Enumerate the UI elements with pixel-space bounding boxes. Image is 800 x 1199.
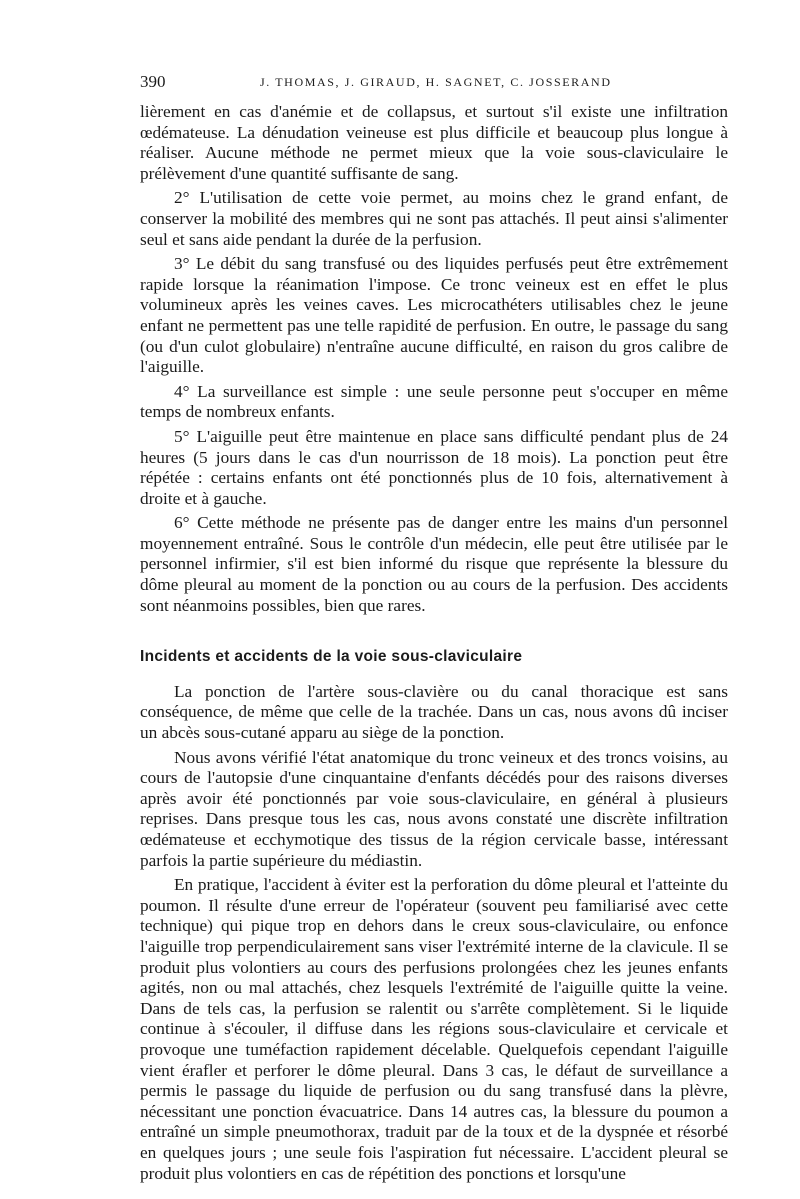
running-head-authors: J. THOMAS, J. GIRAUD, H. SAGNET, C. JOSSERAND: [260, 75, 612, 89]
paragraph: lièrement en cas d'anémie et de collapsus, et surtout s'il existe une infiltration œdémateuse. La dénudation veineuse est plus difficile et beaucoup plus longue à réaliser. Aucune méthode ne permet mieux que la voie sous-claviculaire le prélèvement d'une quantité suffisante de sang.: [140, 102, 728, 183]
body-text: [140, 102, 728, 1184]
paragraph: Nous avons vérifié l'état anatomique du tronc veineux et des troncs voisins, au cours de l'autopsie d'une cinquantaine d'enfants décédés pour des raisons diverses après avoir été ponctionnés par voie sous-claviculaire, en général à plusieurs reprises. Dans presque tous les cas, nous avons constaté une discrète infiltration œdémateuse et ecchymotique des tissus de la région cervicale basse, intéressant parfois la partie supérieure du médiastin.: [140, 747, 728, 870]
paragraph-point-3: 3° Le débit du sang transfusé ou des liquides perfusés peut être extrêmement rapide lorsque la réanimation l'impose. Ce tronc veineux est en effet le plus volumineux après les veines caves. Les microcathéters utilisables chez le jeune enfant ne permettent pas une telle rapidité de perfusion. En outre, le passage du sang (ou d'un culot globulaire) n'entraîne aucune difficulté, en raison du gros calibre de l'aiguille.: [140, 254, 728, 377]
paragraph-point-5: 5° L'aiguille peut être maintenue en place sans difficulté pendant plus de 24 heures (5 jours dans le cas d'un nourrisson de 18 mois). La ponction peut être répétée : certains enfants ont été ponctionnés plus de 10 fois, alternativement à droite et à gauche.: [140, 426, 728, 508]
paragraph: En pratique, l'accident à éviter est la perforation du dôme pleural et l'atteinte du poumon. Il résulte d'une erreur de l'opérateur (souvent peu familiarisé avec cette technique) qui pique trop en dehors dans le creux sous-claviculaire, ou enfonce l'aiguille trop perpendiculairement sans viser l'extrémité interne de la clavicule. Il se produit plus volontiers au cours des perfusions prolongées chez les jeunes enfants agités, non ou mal attachés, chez lesquels l'extrémité de l'aiguille quitte la veine. Dans de tels cas, la perfusion se ralentit ou s'arrête complètement. Si le liquide continue à s'écouler, il diffuse dans les régions sous-claviculaire et cervicale et provoque une tuméfaction rapidement décelable. Quelquefois cependant l'aiguille vient érafler et perforer le dôme pleural. Dans 3 cas, le défaut de surveillance a permis le passage du liquide de perfusion ou du sang transfusé dans la plèvre, nécessitant une ponction évacuatrice. Dans 14 autres cas, la blessure du poumon a entraîné un simple pneumothorax, traduit par de la toux et de la dyspnée et résorbé en quelques jours ; une seule fois l'aspiration fut nécessaire. L'accident pleural se produit plus volontiers en cas de répétition des ponctions et lorsqu'une: [140, 875, 728, 1183]
paragraph-point-6: 6° Cette méthode ne présente pas de danger entre les mains d'un personnel moyennement entraîné. Sous le contrôle d'un médecin, elle peut être utilisée par le personnel infirmier, s'il est bien informé du risque que représente la blessure du dôme pleural au moment de la ponction ou au cours de la perfusion. Des accidents sont néanmoins possibles, bien que rares.: [140, 513, 728, 615]
paragraph-point-4: 4° La surveillance est simple : une seule personne peut s'occuper en même temps de nombreux enfants.: [140, 381, 728, 422]
paragraph: La ponction de l'artère sous-clavière ou du canal thoracique est sans conséquence, de même que celle de la trachée. Dans un cas, nous avons dû inciser un abcès sous-cutané apparu au siège de la ponction.: [140, 681, 728, 743]
paragraph-point-2: 2° L'utilisation de cette voie permet, au moins chez le grand enfant, de conserver la mobilité des membres qui ne sont pas attachés. Il peut ainsi s'alimenter seul et sans aide pendant la durée de la perfusion.: [140, 188, 728, 249]
section-heading: Incidents et accidents de la voie sous-claviculaire: [140, 648, 523, 666]
running-head: [140, 72, 728, 92]
page-number: 390: [140, 72, 166, 91]
